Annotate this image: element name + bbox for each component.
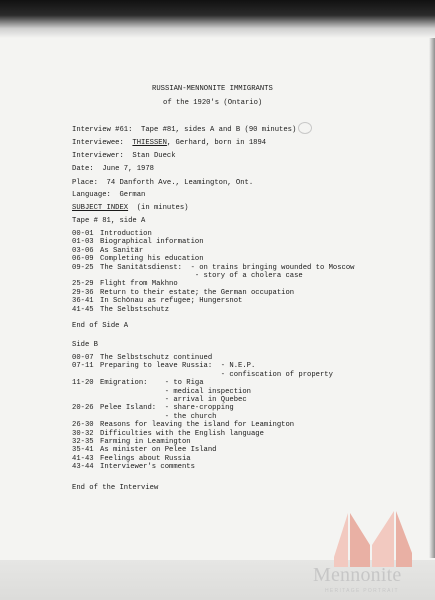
time-range: 25-29 [72,280,94,289]
watermark-subtitle: HERITAGE PORTRAIT [325,588,399,594]
time-range: 00-01 [72,230,94,238]
topic-entry: Difficulties with the English language [100,429,264,438]
topic-entry: Pelee Island: - share-cropping [100,404,234,413]
time-range: 36-41 [72,297,94,306]
language-line: Language: German [72,191,146,199]
time-range: 09-25 [72,263,94,272]
time-range: 41-45 [72,305,94,314]
topic-entry: - story of a cholera case [100,272,303,280]
topic-entry: Interviewer's comments [100,463,195,472]
topic-entry: The Selbstschutz [100,305,170,314]
topic-entry: The Selbstschutz continued [100,354,213,362]
topic-entry: Feelings about Russia [100,454,191,463]
time-range: 11-20 [72,379,94,388]
topic-entry: Completing his education [100,255,204,264]
topic-entry: - arrival in Quebec [100,396,247,404]
interviewer-line: Interviewer: Stan Dueck [72,152,176,160]
time-range: 35-41 [72,446,94,455]
interviewee-line [72,139,266,147]
topic-entry: - the church [100,412,217,421]
time-range: 43-44 [72,463,94,472]
topic-entry: - medical inspection [100,387,251,396]
place-line: Place: 74 Danforth Ave., Leamington, Ont. [72,179,254,187]
tape-side-a-heading: Tape # 81, side A [72,217,146,225]
subject-index-note: (in minutes) [136,204,189,212]
date-line: Date: June 7, 1978 [72,165,154,173]
topic-entry: In Schönau as refugee; Hungersnot [100,297,243,306]
time-range: 41-43 [72,454,94,463]
time-range: 00-07 [72,354,94,362]
topic-entry: Flight from Makhno [100,280,178,289]
time-range: 32-35 [72,438,94,446]
paper-mark-icon [298,122,312,134]
time-range: 03-06 [72,246,94,255]
topic-entry: As minister on Pelee Island [100,446,217,455]
interviewee-label: Interviewee: [72,139,124,147]
topic-entry: Emigration: - to Riga [100,379,204,388]
time-range: 26-30 [72,421,94,430]
interviewee-surname: THIESSEN [132,139,167,147]
end-side-a: End of Side A [72,322,129,330]
topic-entry: Farming in Leamington [100,438,191,446]
time-range: 20-26 [72,404,94,413]
interviewee-details: , Gerhard, born in 1894 [166,139,267,147]
time-range: 06-09 [72,255,94,264]
topic-entry: - confiscation of property [100,370,333,379]
title-line-1: RUSSIAN-MENNONITE IMMIGRANTS [152,85,273,93]
interview-line: Interview #61: Tape #81, sides A and B (90 minutes) [72,126,297,134]
topic-entry: The Sanitätsdienst: - on trains bringing wounded to Moscow [100,263,355,272]
topic-entry: Introduction [100,230,152,238]
topic-entry: As Sanitär [100,246,144,255]
time-range: 29-36 [72,288,94,297]
topic-entry: Reasons for leaving the island for Leamington [100,421,295,430]
topic-entry: Biographical information [100,238,204,247]
title-line-2: of the 1920's (Ontario) [163,99,263,107]
topic-entry: Preparing to leave Russia: - N.E.P. [100,362,256,371]
end-of-interview: End of the Interview [72,484,159,492]
side-b-heading: Side B [72,341,98,349]
time-range: 07-11 [72,362,94,371]
topic-entry: Return to their estate; the German occupation [100,288,295,297]
watermark-name: Mennonite [313,564,402,586]
subject-index-line [72,204,188,212]
subject-index-heading: SUBJECT INDEX [72,204,129,212]
time-range: 01-03 [72,238,94,247]
time-range: 30-32 [72,429,94,438]
